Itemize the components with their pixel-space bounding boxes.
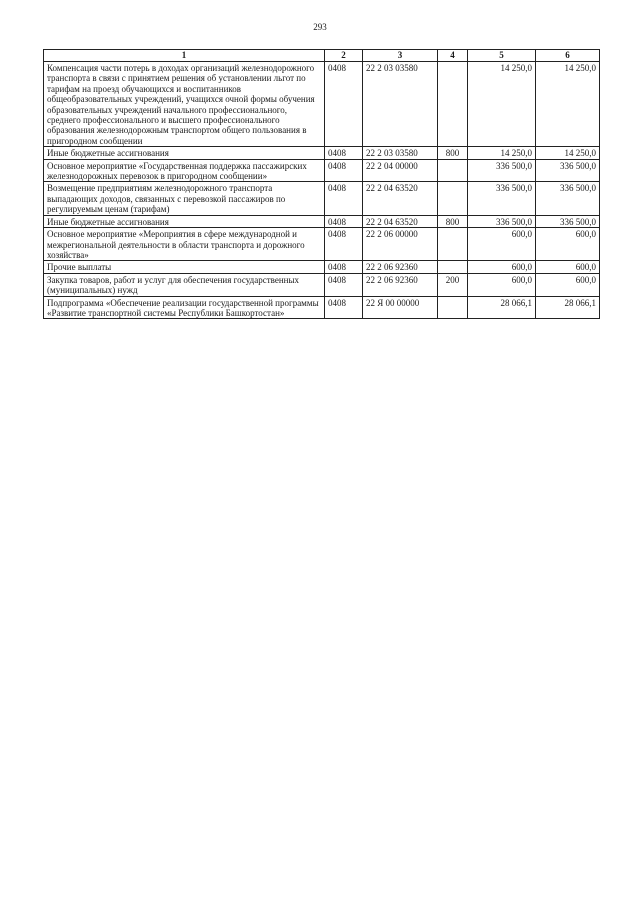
amount-1: 600,0 xyxy=(468,228,536,261)
section-code: 0408 xyxy=(325,62,363,147)
amount-2: 336 500,0 xyxy=(536,215,600,227)
expense-kind xyxy=(438,228,468,261)
amount-1: 336 500,0 xyxy=(468,215,536,227)
target-code: 22 2 04 63520 xyxy=(363,215,438,227)
table-row xyxy=(44,228,600,261)
target-code: 22 2 03 03580 xyxy=(363,147,438,159)
expense-kind: 800 xyxy=(438,215,468,227)
table-row xyxy=(44,147,600,159)
amount-1: 28 066,1 xyxy=(468,296,536,319)
amount-2: 14 250,0 xyxy=(536,62,600,147)
section-code: 0408 xyxy=(325,182,363,215)
amount-2: 600,0 xyxy=(536,273,600,296)
expense-kind xyxy=(438,261,468,273)
amount-2: 28 066,1 xyxy=(536,296,600,319)
target-code: 22 2 06 92360 xyxy=(363,261,438,273)
item-name: Иные бюджетные ассигнования xyxy=(44,147,325,159)
expense-kind: 200 xyxy=(438,273,468,296)
item-name: Подпрограмма «Обеспечение реализации государственной программы «Развитие транспортной системы Республики Башкортостан» xyxy=(44,296,325,319)
target-code: 22 2 06 92360 xyxy=(363,273,438,296)
section-code: 0408 xyxy=(325,228,363,261)
header-cell: 1 xyxy=(44,50,325,62)
amount-2: 600,0 xyxy=(536,228,600,261)
amount-2: 336 500,0 xyxy=(536,182,600,215)
section-code: 0408 xyxy=(325,159,363,182)
target-code: 22 2 06 00000 xyxy=(363,228,438,261)
section-code: 0408 xyxy=(325,215,363,227)
item-name: Основное мероприятие «Мероприятия в сфере международной и межрегиональной деятельности в области транспорта и дорожного хозяйства» xyxy=(44,228,325,261)
header-row xyxy=(44,50,600,62)
item-name: Возмещение предприятиям железнодорожного транспорта выпадающих доходов, связанных с перевозкой пассажиров по регулируемым ценам (тарифам) xyxy=(44,182,325,215)
expense-kind xyxy=(438,296,468,319)
target-code: 22 2 03 03580 xyxy=(363,62,438,147)
budget-table xyxy=(43,49,600,319)
header-cell: 6 xyxy=(536,50,600,62)
expense-kind xyxy=(438,62,468,147)
header-cell: 3 xyxy=(363,50,438,62)
section-code: 0408 xyxy=(325,273,363,296)
amount-1: 14 250,0 xyxy=(468,62,536,147)
header-cell: 2 xyxy=(325,50,363,62)
item-name: Закупка товаров, работ и услуг для обеспечения государственных (муниципальных) нужд xyxy=(44,273,325,296)
expense-kind xyxy=(438,159,468,182)
amount-1: 600,0 xyxy=(468,273,536,296)
amount-2: 336 500,0 xyxy=(536,159,600,182)
amount-1: 600,0 xyxy=(468,261,536,273)
section-code: 0408 xyxy=(325,261,363,273)
table-row xyxy=(44,182,600,215)
item-name: Компенсация части потерь в доходах организаций железнодорожного транспорта в связи с принятием решения об установлении льгот по тарифам на проезд обучающихся и воспитанников общеобразовательных учреждений, учащихся очной формы обучения образовательных учреждений начального профессионального, среднего профессионального и высшего профессионального образования железнодорожным транспортом общего пользования в пригородном сообщении xyxy=(44,62,325,147)
table-row xyxy=(44,159,600,182)
section-code: 0408 xyxy=(325,296,363,319)
header-cell: 5 xyxy=(468,50,536,62)
target-code: 22 2 04 00000 xyxy=(363,159,438,182)
amount-1: 336 500,0 xyxy=(468,159,536,182)
table-row xyxy=(44,296,600,319)
table-row xyxy=(44,62,600,147)
table-row xyxy=(44,273,600,296)
target-code: 22 Я 00 00000 xyxy=(363,296,438,319)
header-cell: 4 xyxy=(438,50,468,62)
expense-kind: 800 xyxy=(438,147,468,159)
item-name: Основное мероприятие «Государственная поддержка пассажирских железнодорожных перевозок в пригородном сообщении» xyxy=(44,159,325,182)
page-number: 293 xyxy=(313,22,327,32)
table-row xyxy=(44,261,600,273)
expense-kind xyxy=(438,182,468,215)
table-row xyxy=(44,215,600,227)
item-name: Прочие выплаты xyxy=(44,261,325,273)
target-code: 22 2 04 63520 xyxy=(363,182,438,215)
amount-2: 600,0 xyxy=(536,261,600,273)
amount-1: 336 500,0 xyxy=(468,182,536,215)
amount-2: 14 250,0 xyxy=(536,147,600,159)
section-code: 0408 xyxy=(325,147,363,159)
amount-1: 14 250,0 xyxy=(468,147,536,159)
item-name: Иные бюджетные ассигнования xyxy=(44,215,325,227)
